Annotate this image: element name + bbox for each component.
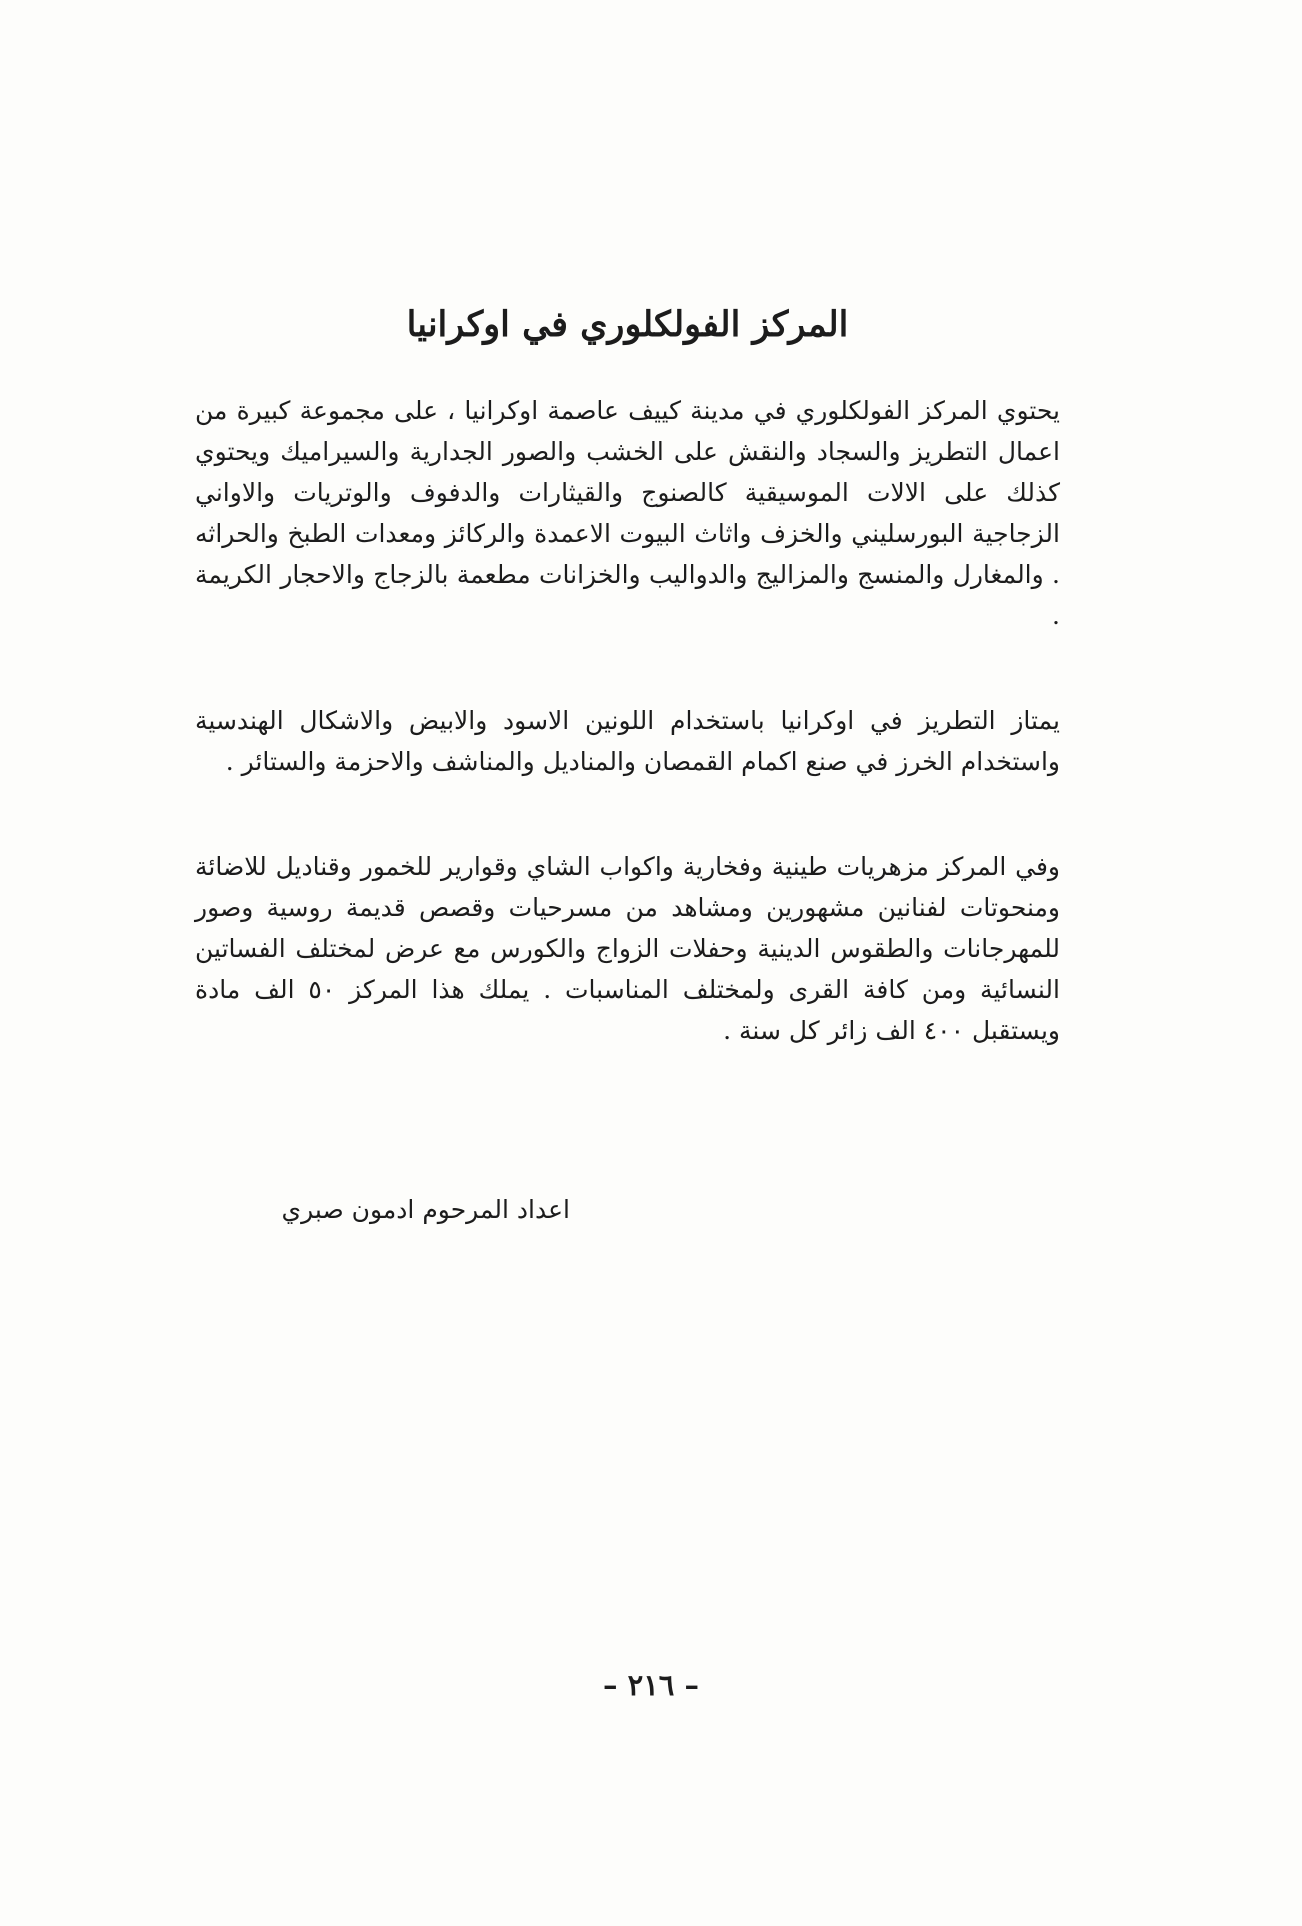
article-body [195,300,1060,1115]
paragraph-3: وفي المركز مزهريات طينية وفخارية واكواب الشاي وقوارير للخمور وقناديل للاضائة ومنحوتات لفنانين مشهورين ومشاهد من مسرحيات وقصص قديمة روسية وصور للمهرجانات والطقوس الدينية وحفلات الزواج والكورس مع عرض لمختلف الفساتين النسائية ومن كافة القرى ولمختلف المناسبات . يملك هذا المركز ٥٠ الف مادة ويستقبل ٤٠٠ الف زائر كل سنة . [195,852,1060,1045]
article-title: المركز الفولكلوري في اوكرانيا [406,304,849,345]
paragraph-1: يحتوي المركز الفولكلوري في مدينة كييف عاصمة اوكرانيا ، على مجموعة كبيرة من اعمال التطريز والسجاد والنقش على الخشب والصور الجدارية والسيراميك ويحتوي كذلك على الالات الموسيقية كالصنوج والقيثارات والدفوف والوتريات والاواني الزجاجية البورسليني والخزف واثاث البيوت الاعمدة والركائز ومعدات الطبخ والحراثه . والمغارل والمنسج والمزاليج والدواليب والخزانات مطعمة بالزجاج والاحجار الكريمة . [195,396,1060,630]
author-credit: اعداد المرحوم ادمون صبري [281,1195,570,1224]
paragraph-2: يمتاز التطريز في اوكرانيا باستخدام اللونين الاسود والابيض والاشكال الهندسية واستخدام الخرز في صنع اكمام القمصان والمناديل والمناشف والاحزمة والستائر . [195,706,1060,776]
page-number: – ٢١٦ – [603,1668,699,1702]
